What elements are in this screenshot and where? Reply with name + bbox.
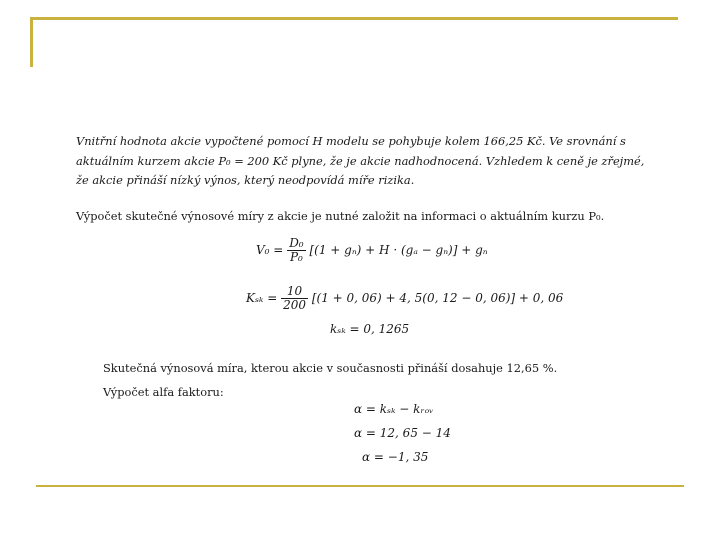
alpha-result-equation: α = −1, 35 bbox=[362, 450, 429, 464]
valuation-line-2: aktuálním kurzem akcie P₀ = 200 Kč plyne, že je akcie nadhodnocená. Vzhledem k ceně je zřejmé, bbox=[76, 153, 645, 168]
return-rate-intro: Výpočet skutečné výnosové míry z akcie je nutné založit na informaci o aktuálním kurzu P₀. bbox=[76, 209, 605, 223]
alpha-substitution-equation: α = 12, 65 − 14 bbox=[354, 426, 451, 440]
h-model-lhs: V₀ = bbox=[256, 243, 284, 257]
slide-frame-left-line bbox=[30, 17, 33, 67]
alpha-factor-heading: Výpočet alfa faktoru: bbox=[103, 385, 224, 399]
h-model-fraction bbox=[287, 237, 305, 264]
ksk-denominator: 200 bbox=[283, 298, 306, 312]
h-model-numerator: D₀ bbox=[289, 236, 304, 250]
ksk-fraction bbox=[281, 285, 308, 312]
valuation-line-1: Vnitřní hodnota akcie vypočtené pomocí H modelu se pohybuje kolem 166,25 Kč. Ve srovnání s bbox=[76, 134, 626, 148]
alpha-definition-equation: α = kₛₖ − kᵣₒᵥ bbox=[354, 402, 434, 416]
ksk-lhs: Kₛₖ = bbox=[246, 291, 278, 305]
actual-return-statement: Skutečná výnosová míra, kterou akcie v současnosti přináší dosahuje 12,65 %. bbox=[103, 361, 558, 375]
valuation-paragraph bbox=[76, 132, 644, 191]
h-model-equation bbox=[256, 237, 488, 264]
valuation-line-3: že akcie přináší nízký výnos, který neodpovídá míře rizika. bbox=[76, 173, 415, 187]
ksk-substitution-equation bbox=[246, 285, 563, 312]
slide-frame-bottom-line bbox=[36, 485, 684, 487]
ksk-numerator: 10 bbox=[281, 285, 308, 299]
h-model-denominator: P₀ bbox=[289, 250, 303, 264]
ksk-rhs: [(1 + 0, 06) + 4, 5(0, 12 − 0, 06)] + 0, 06 bbox=[311, 291, 564, 305]
h-model-rhs: [(1 + gₙ) + H · (gₐ − gₙ)] + gₙ bbox=[309, 243, 488, 257]
ksk-result-equation: kₛₖ = 0, 1265 bbox=[330, 322, 410, 336]
slide-frame-top-line bbox=[30, 17, 678, 20]
